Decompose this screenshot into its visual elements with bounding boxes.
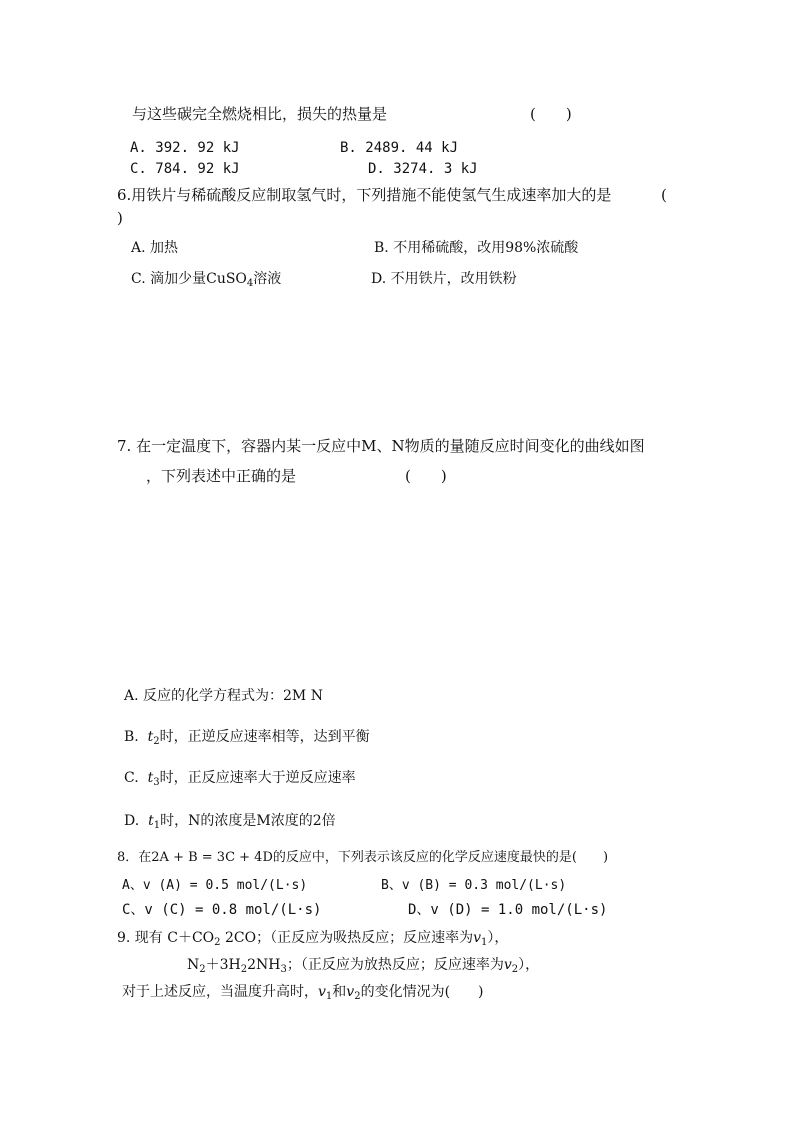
q6-option-c-text: C. 滴加少量CuSO <box>131 271 247 287</box>
q9-line3-b: 和 <box>332 984 347 1000</box>
q7-option-b-var: t <box>147 729 154 745</box>
q9-line2-sub1: 2 <box>199 964 206 975</box>
q8-option-b: B、v (B) = 0.3 mol/(L·s) <box>381 878 567 893</box>
q9-line3-v1: v <box>318 984 326 1000</box>
q9-line2-sub3: 3 <box>280 964 287 975</box>
q7-option-b-sub: 2 <box>153 736 160 747</box>
q7-option-c-text: 时，正反应速率大于逆反应速率 <box>159 770 356 786</box>
q6-option-c-subscript: 4 <box>246 278 254 289</box>
q9-line3-v1sub: 1 <box>325 991 333 1002</box>
q6-stem: 6.用铁片与稀硫酸反应制取氢气时，下列措施不能使氢气生成速率加大的是 <box>117 186 612 204</box>
q9-line2-end: ）， <box>518 957 540 973</box>
q9-line2-c: 2NH <box>247 957 281 973</box>
q7-option-d <box>124 813 336 831</box>
q9-line3-c: 的变化情况为( ) <box>360 984 484 1000</box>
q6-option-c <box>131 271 282 289</box>
q7-option-c <box>124 770 356 788</box>
q9-line2 <box>187 957 540 975</box>
q7-option-c-label: C. <box>124 770 139 786</box>
q5-stem: 与这些碳完全燃烧相比，损失的热量是 <box>132 105 388 123</box>
q6-option-b: B. 不用稀硫酸，改用98%浓硫酸 <box>374 240 579 256</box>
q7-option-d-var: t <box>148 813 154 829</box>
q5-answer-paren: ( ) <box>530 105 572 123</box>
q9-line1-var: v <box>473 930 482 946</box>
q9-line3-v2sub: 2 <box>354 991 361 1002</box>
q7-option-b-label: B. <box>124 729 139 745</box>
q9-line2-d: ；（正反应为放热反应；反应速率为 <box>286 957 504 973</box>
q8-option-a: A、v (A) = 0.5 mol/(L·s) <box>122 878 308 893</box>
q9-line1-varsub: 1 <box>481 937 488 948</box>
q9-line2-sub2: 2 <box>240 964 248 975</box>
q9-line2-var: v <box>503 957 512 973</box>
q7-stem-line2: ，下列表述中正确的是 <box>146 467 297 485</box>
q9-line3-a: 对于上述反应，当温度升高时， <box>122 984 318 1000</box>
q6-paren-close: ) <box>117 209 123 227</box>
q6-option-c-tail: 溶液 <box>253 271 282 287</box>
q8-option-c: C、v (C) = 0.8 mol/(L·s) <box>122 902 322 918</box>
q8-option-d: D、v (D) = 1.0 mol/(L·s) <box>408 902 608 918</box>
q7-option-c-sub: 3 <box>153 777 160 788</box>
q9-line1-pre: 9. 现有 C＋CO <box>117 930 215 946</box>
q7-option-d-label: D. <box>124 813 140 829</box>
q7-option-a: A. 反应的化学方程式为：2M N <box>124 688 323 704</box>
q7-answer-paren: ( ) <box>405 467 447 485</box>
q7-option-d-sub: 1 <box>153 820 161 831</box>
q9-line1-mid: 2CO；（正反应为吸热反应；反应速率为 <box>220 930 474 946</box>
q6-option-d: D. 不用铁片，改用铁粉 <box>371 271 517 287</box>
q7-option-b <box>124 729 370 747</box>
q9-line3 <box>122 984 484 1002</box>
q6-option-a: A. 加热 <box>131 240 179 256</box>
q9-line1-end: ）， <box>487 930 509 946</box>
q7-option-c-var: t <box>147 770 154 786</box>
q7-stem-line1: 7. 在一定温度下，容器内某一反应中M、N物质的量随反应时间变化的曲线如图 <box>117 437 645 455</box>
q9-line2-a: N <box>187 957 200 973</box>
q5-option-b: B. 2489. 44 kJ <box>340 140 459 156</box>
q9-line3-v2: v <box>346 984 355 1000</box>
q5-option-c: C. 784. 92 kJ <box>130 161 240 177</box>
q8-stem: 8．在2A + B = 3C + 4D的反应中，下列表示该反应的化学反应速度最快的是( ) <box>117 850 609 865</box>
q5-option-d: D. 3274. 3 kJ <box>368 161 478 177</box>
q5-option-a: A. 392. 92 kJ <box>130 140 240 156</box>
q9-line2-varsub: 2 <box>511 964 519 975</box>
q7-option-b-text: 时，正逆反应速率相等，达到平衡 <box>159 729 370 745</box>
q6-paren-open: ( <box>661 186 667 204</box>
q9-line2-b: ＋3H <box>205 957 241 973</box>
q9-line1-sub: 2 <box>214 937 221 948</box>
q9-line1 <box>117 930 509 948</box>
q7-option-d-text: 时，N的浓度是M浓度的2倍 <box>160 813 336 829</box>
